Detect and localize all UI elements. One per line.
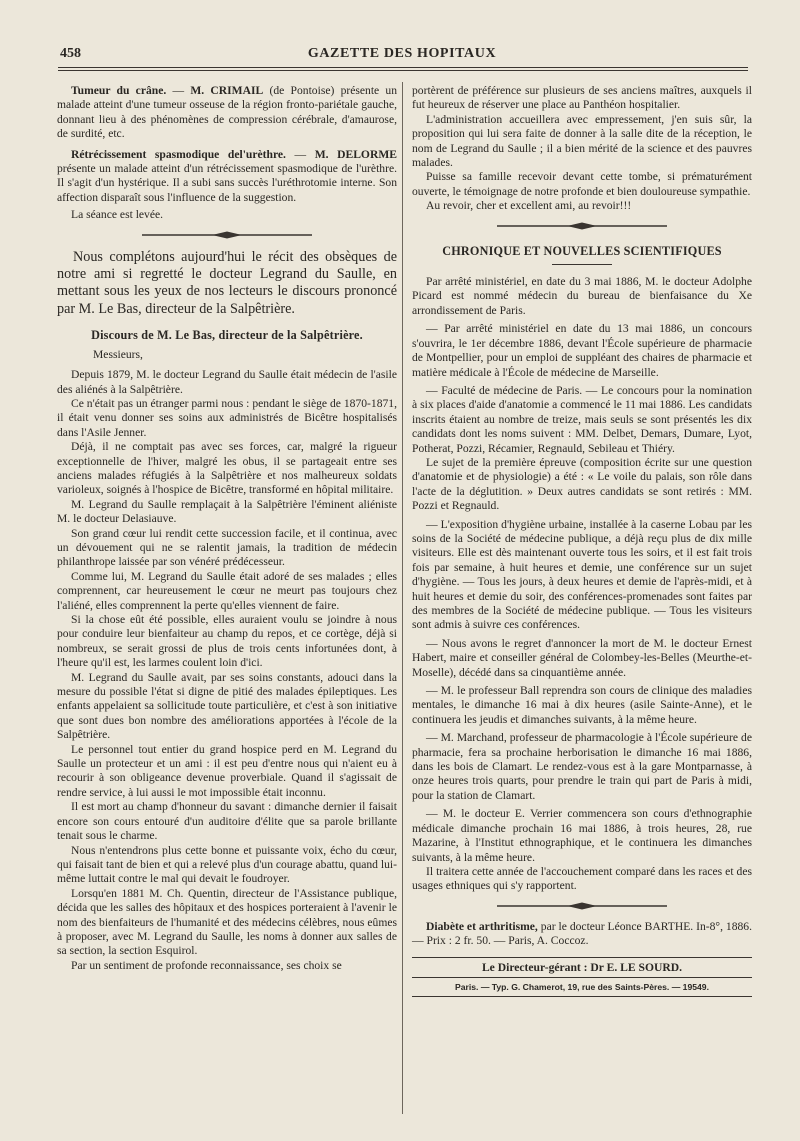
news-item: — Nous avons le regret d'annoncer la mort de M. le docteur Ernest Habert, maire et conseiller général de Colombey-les-Belles (Meurthe-et-Moselle), décédé dans sa cinquantième année. [412,636,752,679]
intro-paragraph: Nous complétons aujourd'hui le récit des obsèques de notre ami si regretté le docteur Legrand du Saulle, en mettant sous les yeux de nos lecteurs le discours prononcé par M. Le Bas, directeur de la Salpêtrière. [57,248,397,317]
news-item: Il traitera cette année de l'accouchement comparé dans les races et des usages ethniques qui s'y rapportent. [412,864,752,893]
item-author: M. CRIMAIL [190,84,264,97]
title-rule [552,264,612,265]
speech-paragraph: Depuis 1879, M. le docteur Legrand du Saulle était médecin de l'asile des aliénés à la Salpêtrière. [57,368,397,396]
speech-paragraph: Si la chose eût été possible, elles auraient voulu se joindre à nous pour conduire leur bienfaiteur au champ du repos, et ce cortège, déjà si nombreux, se serait grossi de plus de trois cents infortunées dont, à l'heure qu'il est, les larmes coulent loin d'ici. [57,613,397,670]
speech-salutation: Messieurs, [93,347,143,361]
speech-paragraph: Puisse sa famille recevoir devant cette tombe, si prématurément ouverte, le témoignage de notre profonde et bien douloureuse sympathie. [412,170,752,198]
printer-imprint: Paris. — Typ. G. Chamerot, 19, rue des Saints-Pères. — 19549. [455,981,709,992]
speech-paragraph: Son grand cœur lui rendit cette succession facile, et il continua, avec un dévouement qui ne se ralentit jamais, la tradition de médecin philanthrope laissée par son vénéré prédécesseur. [57,526,397,569]
speech-paragraph: Par un sentiment de profonde reconnaissance, ses choix se [71,958,342,972]
speech-paragraph: Le personnel tout entier du grand hospice perd en M. Legrand du Saulle un protecteur et un ami : il est peu d'entre nous qui n'aient eu à recourir à son obligeance devenue proverbiale. Quand il s'agissait de rendre service, à lui aussi le mot impossible était inconnu. [57,742,397,799]
item-text: (de Pontoise) présente un malade atteint d'une tumeur osseuse de la région fronto-pariétale gauche, donnant lieu à des phénomènes de compression cérébrale, d'amaurose, de surdité, etc. [57,84,398,141]
item-text: présente un malade atteint d'un rétrécissement spasmodique de l'urèthre. Il s'agit d'un hystérique. Il a subi sans succès l'uréthrotomie interne. Son affection disparaît sous l'influence de la suggestion. [57,162,397,204]
section-ornament [142,231,312,239]
news-item: — Par arrêté ministériel en date du 13 mai 1886, un concours s'ouvrira, le 1er décembre 1886, devant l'École supérieure de pharmacie de Montpellier, pour un emploi de suppléant des chaires de pharmacie et matière médicale à l'École de médecine de Marseille. [412,322,752,379]
speech-paragraph: Comme lui, M. Legrand du Saulle était adoré de ses malades ; elles comprennent, car heureusement le cœur ne meurt pas toujours chez l'aliéné, elles comprennent la perte qu'elles viennent de faire. [57,569,397,612]
chronicle-title: CHRONIQUE ET NOUVELLES SCIENTIFIQUES [442,243,722,258]
page-header [58,44,746,66]
speech-paragraph: Il est mort au champ d'honneur du savant : dimanche dernier il faisait encore son cours entouré d'un auditoire d'élite que sa parole brillante tenait sous le charme. [57,800,397,843]
book-details: par le docteur Léonce BARTHE. In-8°, 1886. — Prix : 2 fr. 50. — Paris, A. Coccoz. [412,919,752,948]
news-item: Le sujet de la première épreuve (composition écrite sur une question d'anatomie et de physiologie) a été : « Le voile du palais, son rôle dans l'acte de la déglutition. » Deux autres candidats se sont retirés : MM. Pozzi et Regnauld. [412,455,752,513]
speech-paragraph: Ce n'était pas un étranger parmi nous : pendant le siège de 1870-1871, il était venu donner ses soins aux administrés de Bicêtre hospitalisés dans l'Asile Jenner. [57,396,397,439]
speech-paragraph: Lorsqu'en 1881 M. Ch. Quentin, directeur de l'Assistance publique, décida que les salles des hôpitaux et des hospices porteraient à l'avenir le nom des bienfaiteurs de l'humanité et des médecins célèbres, nous eûmes à proposer, avec M. Legrand du Saulle, les noms à donner aux salles de sa section, la section Esquirol. [57,886,397,958]
speech-paragraph: Au revoir, cher et excellent ami, au revoir!!! [426,199,632,213]
speech-paragraph: Nous n'entendrons plus cette bonne et puissante voix, écho du cœur, qui faisait tant de bien et qui a relevé plus d'un courage abattu, quand lui-même luttait contre le mal qui devait le foudroyer. [57,843,397,886]
book-notice [412,920,752,949]
header-rule [58,70,748,71]
book-title: Diabète et arthritisme, [426,919,538,933]
speech-paragraph: M. Legrand du Saulle remplaçait à la Salpêtrière l'éminent aliéniste M. le docteur Delasiauve. [57,497,397,526]
section-ornament [497,222,667,230]
session-item-stricture: Rétrécissement spasmodique del'urèthre. — M. DELORME présente un malade atteint d'un rétrécissement spasmodique de l'urèthre. Il s'agit d'un hystérique. Il a subi sans succès l'uréthrotomie interne. Son affection disparaît sous l'influence de la suggestion. [57,147,397,204]
news-item: — Faculté de médecine de Paris. — Le concours pour la nomination à six places d'aide d'anatomie a commencé le 11 mai 1886. Les candidats inscrits étaient au nombre de treize, mais seuls se sont présentés les dix candidats dont les noms suivent : MM. Delbet, Demars, Dumare, Lyot, Potherat, Pozzi, Récamier, Regnauld, Sebileau et Thiéry. [412,383,752,455]
item-title: Rétrécissement spasmodique del'urèthre. [71,147,286,161]
news-item: Par arrêté ministériel, en date du 3 mai 1886, M. le docteur Adolphe Picard est nommé médecin du bureau de bienfaisance du Xe arrondissement de Paris. [412,275,752,317]
news-item: — M. le docteur E. Verrier commencera son cours d'ethnographie médicale dimanche prochain 16 mai 1886, à trois heures, 28, rue Mazarine, à l'Institut ethnographique, et le continuera les dimanches suivants, à la même heure. [412,807,752,864]
section-ornament [497,902,667,910]
right-column [412,84,752,997]
news-item: — M. Marchand, professeur de pharmacologie à l'École supérieure de pharmacie, fera sa prochaine herborisation le dimanche 16 mai 1886, dans les bois de Clamart. Le rendez-vous est à la gare Montparnasse, à onze heures trois quarts, pour prendre le train qui part de Paris à midi, pour la station de Clamart. [412,731,752,802]
page-number: 458 [60,46,81,61]
left-column [57,84,397,973]
footer-rule [412,977,752,978]
news-item: — L'exposition d'hygiène urbaine, installée à la caserne Lobau par les soins de la Société de médecine publique, a déjà reçu plus de dix mille visiteurs. Elle est dès maintenant ouverte tous les soirs, et il est fait trois fois par semaine, à huit heures et demie, une conférence sur un sujet d'hygiène. — Tous les jours, à deux heures et demie de l'après-midi, et à huit heures et demie du soir, des conférences-promenades sont faites par des membres de la Société de médecine publique. — Tous les visiteurs sont admis à suivre ces conférences. [412,517,752,632]
column-divider [402,82,403,1114]
speech-paragraph: L'administration accueillera avec empressement, j'en suis sûr, la proposition qui lui sera faite de donner à la salle dite de la réception, le nom de Legrand du Saulle ; il a bien mérité de la science et des pauvres malades. [412,112,752,170]
session-closing: La séance est levée. [71,208,164,222]
speech-paragraph: portèrent de préférence sur plusieurs de ses anciens maîtres, auxquels il fut heureux de réserver une place au Panthéon hospitalier. [412,84,752,112]
journal-title: GAZETTE DES HOPITAUX [307,46,497,61]
speech-paragraph: Déjà, il ne comptait pas avec ses forces, car, malgré la rigueur exceptionnelle de l'hiver, malgré les obus, il se partageait entre ses anciens malades réfugiés à la Salpêtrière et nos malheureux soldats varioleux, soignés à l'hospice de Bicêtre, transformé en hôpital militaire. [57,440,397,497]
footer-rule [412,957,752,958]
speech-paragraph: M. Legrand du Saulle avait, par ses soins constants, adouci dans la mesure du possible l'état si digne de pitié des malades épileptiques. Les enfants appelaient sa sollicitude toute particulière, et c'est à son initiative que sont dues bon nombre des améliorations apportées à l'école de la Salpêtrière. [57,670,397,742]
footer-rule [412,996,752,997]
director-signature: Le Directeur-gérant : Dr E. LE SOURD. [481,960,683,974]
item-title: Tumeur du crâne. [71,84,167,97]
header-rule [58,67,748,68]
session-item-tumor: Tumeur du crâne. — M. CRIMAIL (de Pontoise) présente un malade atteint d'une tumeur osseuse de la région fronto-pariétale gauche, donnant lieu à des phénomènes de compression cérébrale, d'amaurose, de surdité, etc. [57,84,398,141]
speech-title: Discours de M. Le Bas, directeur de la Salpêtrière. [91,328,363,343]
item-author: M. DELORME [314,147,397,161]
news-item: — M. le professeur Ball reprendra son cours de clinique des maladies mentales, le dimanche 16 mai à dix heures (asile Sainte-Anne), et le continuera les jeudis et dimanches suivants, à la même heure. [412,684,752,726]
